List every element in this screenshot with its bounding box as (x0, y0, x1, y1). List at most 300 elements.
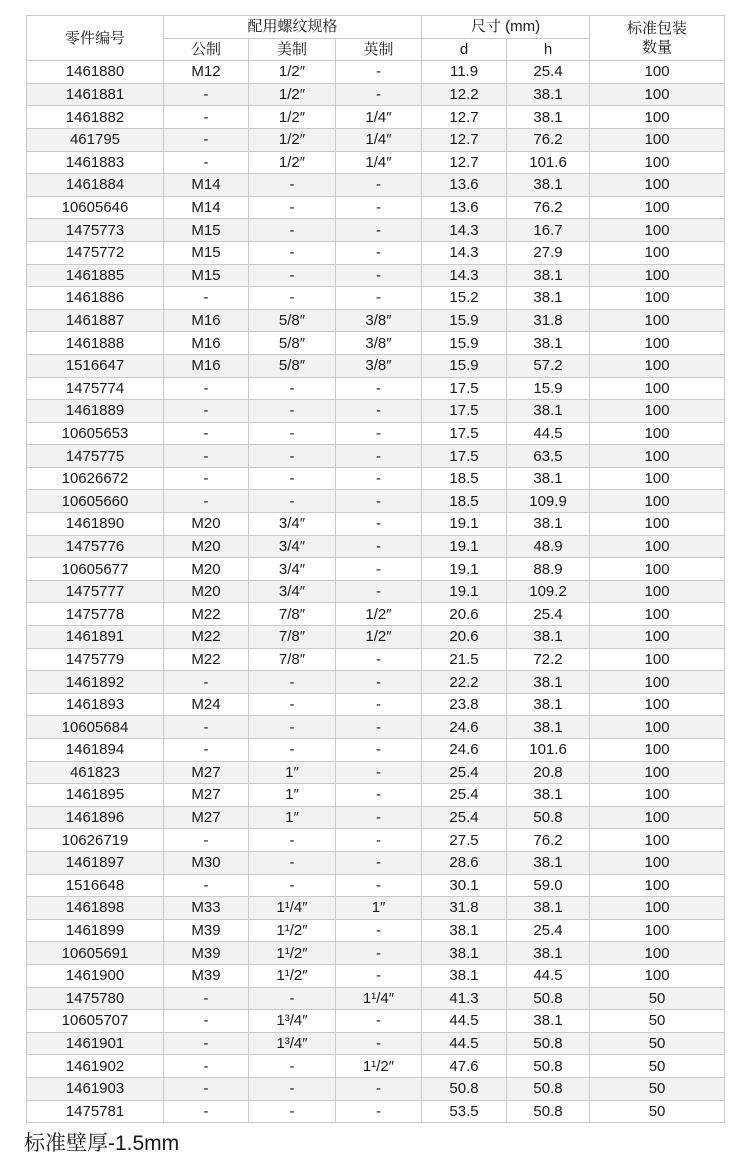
metric-cell: - (164, 377, 249, 400)
uk-cell: 1/4″ (336, 151, 422, 174)
uk-cell: 3/8″ (336, 309, 422, 332)
metric-cell: M33 (164, 897, 249, 920)
package-qty-cell: 100 (590, 490, 725, 513)
part-no-cell: 1461887 (27, 309, 164, 332)
us-cell: - (249, 422, 336, 445)
d-cell: 17.5 (422, 422, 507, 445)
package-qty-cell: 100 (590, 287, 725, 310)
table-row (27, 1055, 725, 1078)
h-cell: 50.8 (507, 1055, 590, 1078)
part-no-cell: 1461897 (27, 851, 164, 874)
h-cell: 25.4 (507, 603, 590, 626)
d-cell: 14.3 (422, 241, 507, 264)
package-qty-cell: 100 (590, 309, 725, 332)
package-qty-cell: 100 (590, 264, 725, 287)
us-cell: - (249, 874, 336, 897)
metric-cell: M20 (164, 580, 249, 603)
package-qty-cell: 100 (590, 648, 725, 671)
table-row (27, 196, 725, 219)
h-cell: 38.1 (507, 671, 590, 694)
uk-cell: 3/8″ (336, 332, 422, 355)
h-cell: 38.1 (507, 287, 590, 310)
d-cell: 23.8 (422, 693, 507, 716)
package-qty-cell: 100 (590, 174, 725, 197)
h-cell: 38.1 (507, 332, 590, 355)
package-qty-cell: 100 (590, 422, 725, 445)
package-qty-cell: 50 (590, 987, 725, 1010)
us-cell: - (249, 1100, 336, 1123)
uk-cell: - (336, 851, 422, 874)
d-cell: 25.4 (422, 784, 507, 807)
package-qty-cell: 100 (590, 513, 725, 536)
h-cell: 38.1 (507, 693, 590, 716)
header-size: 尺寸 (mm) (422, 16, 590, 39)
h-cell: 38.1 (507, 716, 590, 739)
table-row (27, 151, 725, 174)
d-cell: 24.6 (422, 716, 507, 739)
package-qty-cell: 100 (590, 851, 725, 874)
table-row (27, 626, 725, 649)
d-cell: 18.5 (422, 490, 507, 513)
metric-cell: M12 (164, 61, 249, 84)
table-row (27, 467, 725, 490)
uk-cell: - (336, 829, 422, 852)
h-cell: 31.8 (507, 309, 590, 332)
h-cell: 38.1 (507, 467, 590, 490)
h-cell: 76.2 (507, 128, 590, 151)
h-cell: 38.1 (507, 626, 590, 649)
table-row (27, 354, 725, 377)
metric-cell: M27 (164, 806, 249, 829)
package-qty-cell: 100 (590, 784, 725, 807)
metric-cell: M39 (164, 919, 249, 942)
part-no-cell: 1475780 (27, 987, 164, 1010)
h-cell: 50.8 (507, 987, 590, 1010)
package-qty-cell: 100 (590, 626, 725, 649)
part-no-cell: 1461890 (27, 513, 164, 536)
table-row (27, 490, 725, 513)
package-qty-cell: 100 (590, 942, 725, 965)
table-row (27, 332, 725, 355)
metric-cell: M39 (164, 964, 249, 987)
d-cell: 14.3 (422, 219, 507, 242)
part-no-cell: 1475781 (27, 1100, 164, 1123)
part-no-cell: 1475776 (27, 535, 164, 558)
metric-cell: M39 (164, 942, 249, 965)
metric-cell: M16 (164, 332, 249, 355)
d-cell: 19.1 (422, 580, 507, 603)
d-cell: 44.5 (422, 1010, 507, 1033)
us-cell: - (249, 490, 336, 513)
uk-cell: 1/2″ (336, 626, 422, 649)
package-qty-cell: 100 (590, 580, 725, 603)
uk-cell: - (336, 693, 422, 716)
package-qty-cell: 100 (590, 806, 725, 829)
metric-cell: - (164, 987, 249, 1010)
us-cell: - (249, 377, 336, 400)
h-cell: 50.8 (507, 806, 590, 829)
d-cell: 12.7 (422, 151, 507, 174)
part-no-cell: 461823 (27, 761, 164, 784)
uk-cell: - (336, 919, 422, 942)
package-qty-cell: 50 (590, 1055, 725, 1078)
h-cell: 88.9 (507, 558, 590, 581)
us-cell: - (249, 1077, 336, 1100)
uk-cell: - (336, 558, 422, 581)
package-qty-cell: 100 (590, 829, 725, 852)
part-no-cell: 1461892 (27, 671, 164, 694)
package-qty-cell: 100 (590, 106, 725, 129)
d-cell: 19.1 (422, 558, 507, 581)
table-row (27, 851, 725, 874)
part-no-cell: 10605691 (27, 942, 164, 965)
part-no-cell: 10605646 (27, 196, 164, 219)
h-cell: 101.6 (507, 739, 590, 762)
d-cell: 31.8 (422, 897, 507, 920)
metric-cell: - (164, 422, 249, 445)
h-cell: 16.7 (507, 219, 590, 242)
us-cell: - (249, 174, 336, 197)
us-cell: 7/8″ (249, 626, 336, 649)
us-cell: - (249, 829, 336, 852)
uk-cell: - (336, 61, 422, 84)
package-qty-cell: 100 (590, 603, 725, 626)
table-row (27, 829, 725, 852)
metric-cell: - (164, 106, 249, 129)
package-qty-cell: 100 (590, 61, 725, 84)
metric-cell: M14 (164, 174, 249, 197)
table-row (27, 987, 725, 1010)
metric-cell: M20 (164, 513, 249, 536)
table-row (27, 739, 725, 762)
d-cell: 12.7 (422, 128, 507, 151)
us-cell: 1/2″ (249, 151, 336, 174)
header-package-qty (590, 16, 725, 61)
d-cell: 18.5 (422, 467, 507, 490)
table-row (27, 219, 725, 242)
uk-cell: - (336, 264, 422, 287)
metric-cell: M22 (164, 603, 249, 626)
package-qty-cell: 50 (590, 1077, 725, 1100)
package-qty-cell: 100 (590, 716, 725, 739)
h-cell: 63.5 (507, 445, 590, 468)
package-qty-cell: 100 (590, 761, 725, 784)
h-cell: 38.1 (507, 400, 590, 423)
part-no-cell: 1461898 (27, 897, 164, 920)
d-cell: 41.3 (422, 987, 507, 1010)
header-d: d (422, 38, 507, 61)
d-cell: 25.4 (422, 761, 507, 784)
metric-cell: - (164, 1055, 249, 1078)
us-cell: 1¹/4″ (249, 897, 336, 920)
part-no-cell: 1475779 (27, 648, 164, 671)
package-qty-cell: 50 (590, 1010, 725, 1033)
spec-table (26, 15, 725, 1123)
us-cell: 1³/4″ (249, 1010, 336, 1033)
table-row (27, 128, 725, 151)
metric-cell: - (164, 716, 249, 739)
part-no-cell: 1461895 (27, 784, 164, 807)
us-cell: - (249, 445, 336, 468)
uk-cell: - (336, 513, 422, 536)
metric-cell: M16 (164, 309, 249, 332)
package-qty-cell: 100 (590, 671, 725, 694)
h-cell: 38.1 (507, 1010, 590, 1033)
us-cell: - (249, 716, 336, 739)
h-cell: 50.8 (507, 1077, 590, 1100)
d-cell: 30.1 (422, 874, 507, 897)
d-cell: 12.2 (422, 83, 507, 106)
metric-cell: M15 (164, 241, 249, 264)
package-qty-cell: 100 (590, 693, 725, 716)
uk-cell: - (336, 1010, 422, 1033)
metric-cell: M20 (164, 535, 249, 558)
part-no-cell: 10626672 (27, 467, 164, 490)
table-row (27, 377, 725, 400)
d-cell: 20.6 (422, 626, 507, 649)
us-cell: - (249, 400, 336, 423)
h-cell: 20.8 (507, 761, 590, 784)
us-cell: 3/4″ (249, 580, 336, 603)
table-row (27, 558, 725, 581)
us-cell: - (249, 987, 336, 1010)
uk-cell: - (336, 83, 422, 106)
table-row (27, 1077, 725, 1100)
h-cell: 57.2 (507, 354, 590, 377)
part-no-cell: 1461884 (27, 174, 164, 197)
uk-cell: 1¹/2″ (336, 1055, 422, 1078)
part-no-cell: 1516647 (27, 354, 164, 377)
part-no-cell: 1475777 (27, 580, 164, 603)
table-row (27, 603, 725, 626)
us-cell: - (249, 671, 336, 694)
metric-cell: - (164, 83, 249, 106)
d-cell: 19.1 (422, 513, 507, 536)
package-qty-cell: 100 (590, 535, 725, 558)
metric-cell: - (164, 739, 249, 762)
us-cell: 5/8″ (249, 309, 336, 332)
package-qty-cell: 100 (590, 874, 725, 897)
table-row (27, 106, 725, 129)
package-qty-cell: 100 (590, 219, 725, 242)
table-row (27, 580, 725, 603)
uk-cell: - (336, 1100, 422, 1123)
metric-cell: - (164, 671, 249, 694)
table-row (27, 535, 725, 558)
h-cell: 44.5 (507, 422, 590, 445)
h-cell: 25.4 (507, 61, 590, 84)
us-cell: 1/2″ (249, 128, 336, 151)
uk-cell: - (336, 761, 422, 784)
header-uk: 英制 (336, 38, 422, 61)
part-no-cell: 1461901 (27, 1032, 164, 1055)
us-cell: 7/8″ (249, 648, 336, 671)
header-package-line1: 标准包装 (627, 20, 688, 38)
metric-cell: M30 (164, 851, 249, 874)
d-cell: 15.9 (422, 354, 507, 377)
us-cell: 3/4″ (249, 513, 336, 536)
part-no-cell: 1475775 (27, 445, 164, 468)
table-row (27, 241, 725, 264)
part-no-cell: 1461891 (27, 626, 164, 649)
us-cell: 1¹/2″ (249, 919, 336, 942)
uk-cell: - (336, 784, 422, 807)
metric-cell: M22 (164, 648, 249, 671)
part-no-cell: 10605660 (27, 490, 164, 513)
metric-cell: - (164, 490, 249, 513)
h-cell: 109.9 (507, 490, 590, 513)
metric-cell: - (164, 874, 249, 897)
metric-cell: - (164, 1010, 249, 1033)
us-cell: - (249, 241, 336, 264)
us-cell: 5/8″ (249, 354, 336, 377)
part-no-cell: 1461896 (27, 806, 164, 829)
table-row (27, 1010, 725, 1033)
metric-cell: M24 (164, 693, 249, 716)
uk-cell: - (336, 716, 422, 739)
metric-cell: - (164, 1100, 249, 1123)
table-row (27, 287, 725, 310)
metric-cell: M27 (164, 784, 249, 807)
uk-cell: - (336, 467, 422, 490)
package-qty-cell: 100 (590, 919, 725, 942)
uk-cell: - (336, 942, 422, 965)
us-cell: 1/2″ (249, 106, 336, 129)
metric-cell: - (164, 1077, 249, 1100)
uk-cell: - (336, 377, 422, 400)
uk-cell: - (336, 806, 422, 829)
part-no-cell: 461795 (27, 128, 164, 151)
us-cell: - (249, 851, 336, 874)
us-cell: 1/2″ (249, 83, 336, 106)
part-no-cell: 10605707 (27, 1010, 164, 1033)
table-row (27, 174, 725, 197)
uk-cell: - (336, 874, 422, 897)
table-row (27, 671, 725, 694)
part-no-cell: 1461889 (27, 400, 164, 423)
us-cell: 1¹/2″ (249, 964, 336, 987)
uk-cell: - (336, 580, 422, 603)
metric-cell: M20 (164, 558, 249, 581)
metric-cell: - (164, 151, 249, 174)
part-no-cell: 1461888 (27, 332, 164, 355)
d-cell: 14.3 (422, 264, 507, 287)
uk-cell: 1¹/4″ (336, 987, 422, 1010)
metric-cell: M22 (164, 626, 249, 649)
d-cell: 15.9 (422, 309, 507, 332)
package-qty-cell: 50 (590, 1032, 725, 1055)
part-no-cell: 1461899 (27, 919, 164, 942)
part-no-cell: 1516648 (27, 874, 164, 897)
d-cell: 22.2 (422, 671, 507, 694)
table-row (27, 1032, 725, 1055)
metric-cell: - (164, 1032, 249, 1055)
h-cell: 38.1 (507, 897, 590, 920)
package-qty-cell: 100 (590, 196, 725, 219)
table-row (27, 919, 725, 942)
d-cell: 50.8 (422, 1077, 507, 1100)
header-part-no: 零件编号 (27, 16, 164, 61)
us-cell: 3/4″ (249, 558, 336, 581)
package-qty-cell: 100 (590, 445, 725, 468)
header-us: 美制 (249, 38, 336, 61)
h-cell: 50.8 (507, 1032, 590, 1055)
part-no-cell: 1461893 (27, 693, 164, 716)
metric-cell: M15 (164, 219, 249, 242)
d-cell: 20.6 (422, 603, 507, 626)
uk-cell: - (336, 1077, 422, 1100)
uk-cell: - (336, 400, 422, 423)
metric-cell: - (164, 445, 249, 468)
uk-cell: - (336, 174, 422, 197)
table-row (27, 513, 725, 536)
us-cell: 1″ (249, 761, 336, 784)
uk-cell: - (336, 241, 422, 264)
metric-cell: M15 (164, 264, 249, 287)
d-cell: 28.6 (422, 851, 507, 874)
table-row (27, 874, 725, 897)
h-cell: 38.1 (507, 784, 590, 807)
h-cell: 72.2 (507, 648, 590, 671)
package-qty-cell: 100 (590, 467, 725, 490)
table-row (27, 264, 725, 287)
h-cell: 76.2 (507, 196, 590, 219)
h-cell: 59.0 (507, 874, 590, 897)
table-row (27, 897, 725, 920)
us-cell: 3/4″ (249, 535, 336, 558)
h-cell: 38.1 (507, 264, 590, 287)
us-cell: 1³/4″ (249, 1032, 336, 1055)
package-qty-cell: 100 (590, 151, 725, 174)
h-cell: 48.9 (507, 535, 590, 558)
h-cell: 76.2 (507, 829, 590, 852)
table-row (27, 422, 725, 445)
table-row (27, 83, 725, 106)
metric-cell: - (164, 128, 249, 151)
us-cell: - (249, 693, 336, 716)
part-no-cell: 1461882 (27, 106, 164, 129)
d-cell: 17.5 (422, 445, 507, 468)
part-no-cell: 10626719 (27, 829, 164, 852)
table-row (27, 400, 725, 423)
us-cell: 1¹/2″ (249, 942, 336, 965)
uk-cell: - (336, 287, 422, 310)
part-no-cell: 1475772 (27, 241, 164, 264)
table-row (27, 942, 725, 965)
us-cell: - (249, 739, 336, 762)
h-cell: 101.6 (507, 151, 590, 174)
h-cell: 38.1 (507, 942, 590, 965)
d-cell: 27.5 (422, 829, 507, 852)
uk-cell: - (336, 739, 422, 762)
package-qty-cell: 100 (590, 739, 725, 762)
h-cell: 38.1 (507, 851, 590, 874)
part-no-cell: 1461883 (27, 151, 164, 174)
uk-cell: - (336, 196, 422, 219)
d-cell: 17.5 (422, 377, 507, 400)
header-metric: 公制 (164, 38, 249, 61)
part-no-cell: 1461886 (27, 287, 164, 310)
h-cell: 44.5 (507, 964, 590, 987)
us-cell: - (249, 219, 336, 242)
us-cell: - (249, 287, 336, 310)
d-cell: 13.6 (422, 174, 507, 197)
part-no-cell: 1461885 (27, 264, 164, 287)
us-cell: 5/8″ (249, 332, 336, 355)
uk-cell: 1/2″ (336, 603, 422, 626)
part-no-cell: 1461903 (27, 1077, 164, 1100)
package-qty-cell: 100 (590, 558, 725, 581)
